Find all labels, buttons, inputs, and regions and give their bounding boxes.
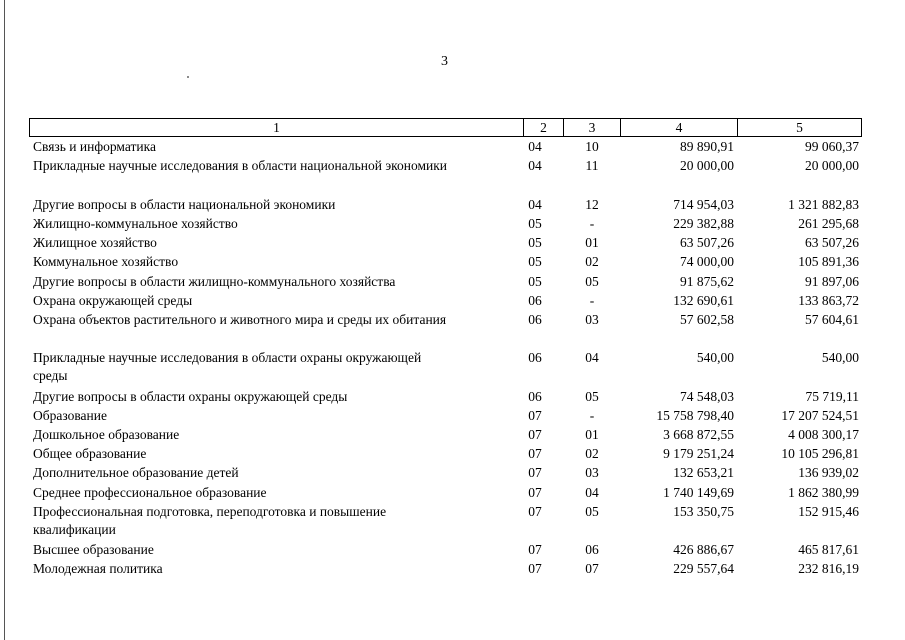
row-value-5: 75 719,11 bbox=[805, 389, 859, 404]
row-value-4: 91 875,62 bbox=[680, 274, 734, 289]
row-value-5: 1 862 380,99 bbox=[788, 485, 859, 500]
row-name: Прикладные научные исследования в области национальной экономики bbox=[33, 158, 448, 173]
row-value-5: 99 060,37 bbox=[805, 139, 859, 154]
row-subsection: 10 bbox=[585, 139, 599, 154]
row-subsection: 01 bbox=[585, 235, 599, 250]
row-value-5: 136 939,02 bbox=[798, 465, 859, 480]
header-col-1: 1 bbox=[30, 119, 524, 136]
row-name: Коммунальное хозяйство bbox=[33, 254, 179, 269]
row-subsection: - bbox=[589, 216, 595, 231]
row-subsection: 11 bbox=[585, 158, 599, 173]
row-value-5: 63 507,26 bbox=[805, 235, 859, 250]
row-subsection: 05 bbox=[585, 274, 599, 289]
row-name bbox=[33, 349, 503, 385]
row-section: 05 bbox=[528, 216, 542, 231]
row-name: Связь и информатика bbox=[33, 139, 156, 154]
row-subsection: 06 bbox=[585, 542, 599, 557]
row-name: Общее образование bbox=[33, 446, 147, 461]
row-value-5: 10 105 296,81 bbox=[781, 446, 859, 461]
row-value-5: 232 816,19 bbox=[798, 561, 859, 576]
row-value-4: 1 740 149,69 bbox=[663, 485, 734, 500]
row-section: 06 bbox=[528, 293, 542, 308]
row-value-5: 133 863,72 bbox=[798, 293, 859, 308]
row-subsection: 04 bbox=[585, 350, 599, 365]
row-subsection: 02 bbox=[585, 254, 599, 269]
row-value-4: 132 653,21 bbox=[673, 465, 734, 480]
header-col-5: 5 bbox=[796, 120, 803, 135]
row-subsection: 02 bbox=[585, 446, 599, 461]
row-value-5: 17 207 524,51 bbox=[781, 408, 859, 423]
row-section: 07 bbox=[528, 542, 542, 557]
row-value-5: 465 817,61 bbox=[798, 542, 859, 557]
table-header bbox=[29, 118, 862, 137]
row-section: 07 bbox=[528, 561, 542, 576]
row-value-4: 132 690,61 bbox=[673, 293, 734, 308]
row-name: Другие вопросы в области национальной экономики bbox=[33, 197, 336, 212]
row-section: 06 bbox=[528, 389, 542, 404]
row-value-4: 9 179 251,24 bbox=[663, 446, 734, 461]
row-value-4: 63 507,26 bbox=[680, 235, 734, 250]
row-value-4: 714 954,03 bbox=[673, 197, 734, 212]
row-section: 07 bbox=[528, 427, 542, 442]
row-section: 07 bbox=[528, 465, 542, 480]
row-value-5: 20 000,00 bbox=[805, 158, 859, 173]
row-value-5: 261 295,68 bbox=[798, 216, 859, 231]
row-subsection: 01 bbox=[585, 427, 599, 442]
row-section: 04 bbox=[528, 197, 542, 212]
row-value-4: 3 668 872,55 bbox=[663, 427, 734, 442]
row-section: 04 bbox=[528, 139, 542, 154]
page-number: 3 bbox=[441, 54, 448, 69]
row-name-line-2: среды bbox=[33, 368, 68, 383]
row-name: Образование bbox=[33, 408, 107, 423]
row-subsection: - bbox=[589, 408, 595, 423]
header-col-2: 2 bbox=[524, 119, 564, 136]
row-subsection: - bbox=[589, 293, 595, 308]
row-value-5: 4 008 300,17 bbox=[788, 427, 859, 442]
row-value-4: 426 886,67 bbox=[673, 542, 734, 557]
row-subsection: 12 bbox=[585, 197, 599, 212]
row-value-4: 15 758 798,40 bbox=[656, 408, 734, 423]
row-name-line-2: квалификации bbox=[33, 522, 116, 537]
row-value-5: 57 604,61 bbox=[805, 312, 859, 327]
row-name: Другие вопросы в области жилищно-коммунального хозяйства bbox=[33, 274, 396, 289]
row-subsection: 05 bbox=[585, 389, 599, 404]
row-name: Среднее профессиональное образование bbox=[33, 485, 267, 500]
row-value-4: 57 602,58 bbox=[680, 312, 734, 327]
row-value-5: 1 321 882,83 bbox=[788, 197, 859, 212]
row-subsection: 04 bbox=[585, 485, 599, 500]
row-section: 04 bbox=[528, 158, 542, 173]
row-name bbox=[33, 503, 503, 539]
row-name: Охрана объектов растительного и животного мира и среды их обитания bbox=[33, 312, 447, 327]
row-value-4: 89 890,91 bbox=[680, 139, 734, 154]
row-section: 05 bbox=[528, 274, 542, 289]
header-col-4: 4 bbox=[621, 119, 738, 136]
row-name: Дополнительное образование детей bbox=[33, 465, 239, 480]
row-subsection: 03 bbox=[585, 312, 599, 327]
row-value-5: 91 897,06 bbox=[805, 274, 859, 289]
left-margin-line bbox=[4, 0, 5, 640]
row-value-5: 152 915,46 bbox=[798, 504, 859, 519]
row-name: Дошкольное образование bbox=[33, 427, 180, 442]
row-value-4: 540,00 bbox=[696, 350, 734, 365]
row-name: Молодежная политика bbox=[33, 561, 163, 576]
row-section: 05 bbox=[528, 235, 542, 250]
row-name-line-1: Прикладные научные исследования в области охраны окружающей bbox=[33, 350, 422, 365]
row-name: Жилищно-коммунальное хозяйство bbox=[33, 216, 238, 231]
row-value-5: 105 891,36 bbox=[798, 254, 859, 269]
row-section: 07 bbox=[528, 504, 542, 519]
row-subsection: 05 bbox=[585, 504, 599, 519]
row-name: Высшее образование bbox=[33, 542, 154, 557]
row-name-line-1: Профессиональная подготовка, переподготовка и повышение bbox=[33, 504, 387, 519]
scan-speck bbox=[187, 76, 189, 78]
row-value-4: 20 000,00 bbox=[680, 158, 734, 173]
row-value-4: 229 557,64 bbox=[673, 561, 734, 576]
row-section: 06 bbox=[528, 350, 542, 365]
row-value-4: 74 000,00 bbox=[680, 254, 734, 269]
row-section: 06 bbox=[528, 312, 542, 327]
row-value-4: 74 548,03 bbox=[680, 389, 734, 404]
row-name: Другие вопросы в области охраны окружающей среды bbox=[33, 389, 348, 404]
row-value-4: 229 382,88 bbox=[673, 216, 734, 231]
row-subsection: 07 bbox=[585, 561, 599, 576]
row-name: Охрана окружающей среды bbox=[33, 293, 193, 308]
row-name: Жилищное хозяйство bbox=[33, 235, 157, 250]
row-subsection: 03 bbox=[585, 465, 599, 480]
row-value-5: 540,00 bbox=[821, 350, 859, 365]
row-section: 07 bbox=[528, 485, 542, 500]
header-col-3: 3 bbox=[564, 119, 621, 136]
row-section: 07 bbox=[528, 408, 542, 423]
row-section: 07 bbox=[528, 446, 542, 461]
row-section: 05 bbox=[528, 254, 542, 269]
row-value-4: 153 350,75 bbox=[673, 504, 734, 519]
